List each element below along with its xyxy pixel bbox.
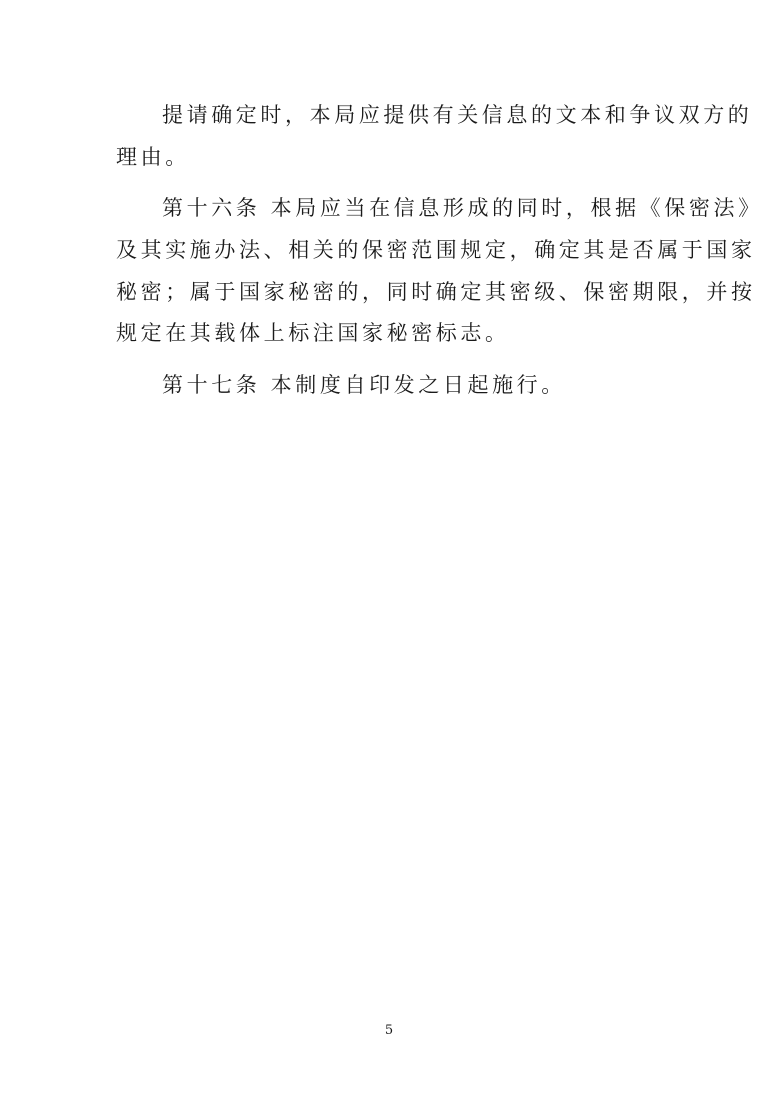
page-number: 5 (384, 1023, 394, 1038)
article-16-line-2: 及其实施办法、相关的保密范围规定，确定其是否属于国家 (116, 238, 756, 262)
article-16-line-4: 规定在其载体上标注国家秘密标志。 (116, 321, 510, 345)
paragraph-1-line-2: 理由。 (116, 145, 190, 169)
article-17-line-1: 第十七条 本制度自印发之日起施行。 (162, 373, 566, 397)
paragraph-1-line-1: 提请确定时，本局应提供有关信息的文本和争议双方的 (162, 103, 753, 127)
article-16-line-1: 第十六条 本局应当在信息形成的同时，根据《保密法》 (162, 196, 763, 220)
article-16-line-3: 秘密；属于国家秘密的，同时确定其密级、保密期限，并按 (116, 280, 756, 304)
